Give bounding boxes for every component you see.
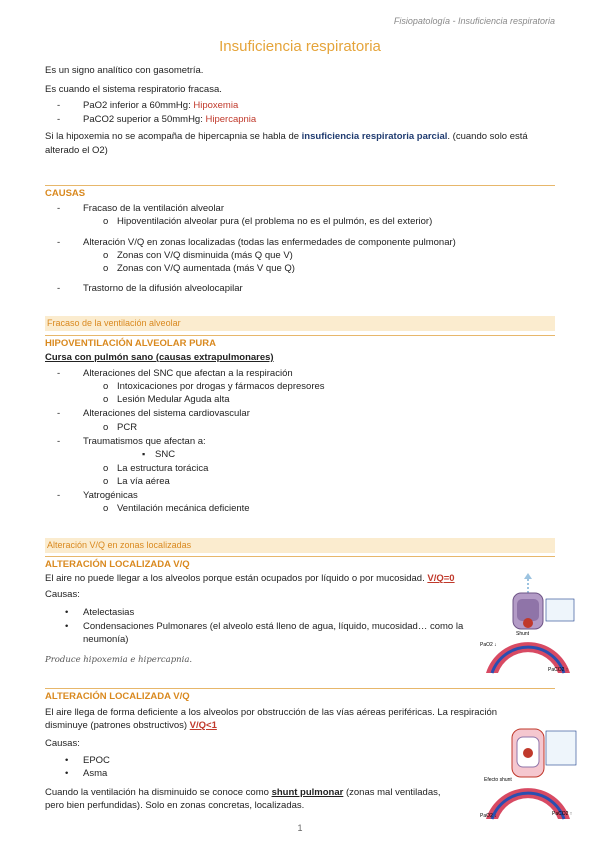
fig1-label-paco2: PaCO2 ↑ xyxy=(548,667,569,673)
intro-bullet-2: - PaCO2 superior a 50mmHg: Hipercapnia xyxy=(83,114,256,125)
running-header: Fisiopatología - Insuficiencia respiratoria xyxy=(393,16,555,26)
sec2-causas-label: Causas: xyxy=(45,589,80,600)
section-band-alteracion: Alteración V/Q en zonas localizadas xyxy=(45,538,555,553)
sec2-cause-2-cont: neumonía) xyxy=(83,634,129,645)
annotation-box xyxy=(546,731,576,765)
fig2-label-shunt: Efecto shunt xyxy=(484,777,512,783)
airflow-arrowhead xyxy=(524,573,532,579)
causa-item-2: - Alteración V/Q en zonas localizadas (todas las enfermedades de componente pulmonar) xyxy=(83,237,456,248)
sec1-item-d: - Yatrogénicas xyxy=(83,490,138,501)
sec1-item-d1: o Ventilación mecánica deficiente xyxy=(117,503,250,514)
fig1-label-shunt: Shunt xyxy=(516,631,530,637)
hipoventilacion-heading: HIPOVENTILACIÓN ALVEOLAR PURA xyxy=(45,338,217,349)
sec2-cause-1: • Atelectasias xyxy=(83,607,134,618)
hipoventilacion-subheading: Cursa con pulmón sano (causas extrapulmonares) xyxy=(45,352,274,363)
intro-p2: Es cuando el sistema respiratorio fracasa. xyxy=(45,84,222,95)
section-band-fracaso: Fracaso de la ventilación alveolar xyxy=(45,316,555,331)
sec1-item-c3: o La vía aérea xyxy=(117,476,170,487)
causa-item-1: - Fracaso de la ventilación alveolar xyxy=(83,203,224,214)
sec1-item-c1: ▪ SNC xyxy=(155,449,175,460)
intro-p3: Si la hipoxemia no se acompaña de hipercapnia se habla de insuficiencia respiratoria parcial. (cuando solo está xyxy=(45,131,528,142)
sec1-item-a2: o Lesión Medular Aguda alta xyxy=(117,394,230,405)
sec1-item-c: - Traumatismos que afectan a: xyxy=(83,436,206,447)
fig2-label-pao2: PaO2 ↓ xyxy=(480,813,497,819)
annotation-box xyxy=(546,599,574,621)
alteracion-heading-1: ALTERACIÓN LOCALIZADA V/Q xyxy=(45,559,190,570)
sec3-shunt-paragraph: Cuando la ventilación ha disminuido se conoce como shunt pulmonar (zonas mal ventiladas, xyxy=(45,787,441,798)
causa-subitem-1a: o Hipoventilación alveolar pura (el problema no es el pulmón, es del exterior) xyxy=(117,216,432,227)
sec3-causas-label: Causas: xyxy=(45,738,80,749)
intro-bullet-1: - PaO2 inferior a 60mmHg: Hipoxemia xyxy=(83,100,238,111)
sec1-item-c2: o La estructura torácica xyxy=(117,463,208,474)
sec3-paragraph: El aire llega de forma deficiente a los alveolos por obstrucción de las vías aéreas periféricas. La respiración xyxy=(45,707,498,718)
page-number: 1 xyxy=(297,823,303,833)
causa-subitem-2a: o Zonas con V/Q disminuida (más Q que V) xyxy=(117,250,293,261)
alteracion-heading-2: ALTERACIÓN LOCALIZADA V/Q xyxy=(45,691,190,702)
sec3-paragraph-cont: disminuye (patrones obstructivos) V/Q<1 xyxy=(45,720,217,731)
sec1-item-a1: o Intoxicaciones por drogas y fármacos depresores xyxy=(117,381,325,392)
intro-p3-cont: alterado el O2) xyxy=(45,145,108,156)
sec2-paragraph: El aire no puede llegar a los alveolos porque están ocupados por líquido o por mucosidad. V/Q=0 xyxy=(45,573,455,584)
sec1-item-b: - Alteraciones del sistema cardiovascular xyxy=(83,408,250,419)
sec1-item-b1: o PCR xyxy=(117,422,137,433)
sec3-cause-1: • EPOC xyxy=(83,755,110,766)
causa-subitem-2b: o Zonas con V/Q aumentada (más V que Q) xyxy=(117,263,295,274)
alveolus-fluid xyxy=(517,599,539,621)
page-title: Insuficiencia respiratoria xyxy=(219,38,381,55)
handwritten-note: Produce hipoxemia e hipercapnia. xyxy=(45,655,193,665)
sec3-shunt-paragraph-cont: pero bien perfundidas). Solo en zonas concretas, localizadas. xyxy=(45,800,305,811)
section-rule xyxy=(45,688,555,689)
fig1-label-pao2: PaO2 ↓ xyxy=(480,642,497,648)
red-marker xyxy=(523,618,533,628)
shunt-diagram-1 xyxy=(478,573,578,681)
sec2-cause-2: • Condensaciones Pulmonares (el alveolo está lleno de agua, líquido, mucosidad… como la xyxy=(83,621,463,632)
section-rule xyxy=(45,556,555,557)
sec1-item-a: - Alteraciones del SNC que afectan a la respiración xyxy=(83,368,293,379)
section-rule xyxy=(45,185,555,186)
section-rule xyxy=(45,335,555,336)
sec3-cause-2: • Asma xyxy=(83,768,107,779)
intro-p1: Es un signo analítico con gasometría. xyxy=(45,65,204,76)
shunt-diagram-2 xyxy=(478,723,578,823)
causa-item-3: - Trastorno de la difusión alveolocapilar xyxy=(83,283,243,294)
fig2-label-paco2: PaCO2 ↑ xyxy=(552,811,573,817)
causas-heading: CAUSAS xyxy=(45,188,86,199)
red-marker xyxy=(523,748,533,758)
